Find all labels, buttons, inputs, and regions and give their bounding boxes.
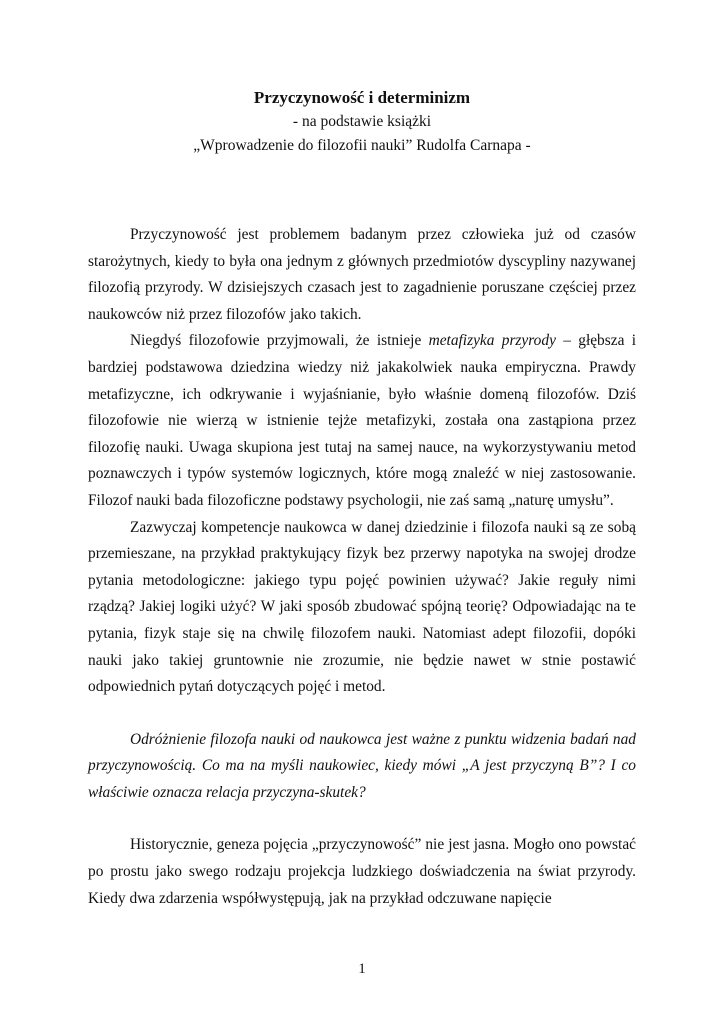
document-body — [88, 222, 636, 912]
paragraph-2-emphasis: metafizyka przyrody — [428, 332, 556, 350]
paragraph-2 — [88, 328, 636, 514]
document-subtitle-line-2: „Wprowadzenie do filozofii nauki” Rudolfa Carnapa - — [193, 137, 531, 154]
paragraph-spacer — [88, 701, 636, 727]
paragraph-5: Historycznie, geneza pojęcia „przyczynowość” nie jest jasna. Mogło ono powstać po prostu jako swego rodzaju projekcja ludzkiego doświadczenia na świat przyrody. Kiedy dwa zdarzenia współwystępują, jak na przykład odczuwane napięcie — [88, 836, 636, 907]
paragraph-4-italic: Odróżnienie filozofa nauki od naukowca jest ważne z punktu widzenia badań nad przyczynowością. Co ma na myśli naukowiec, kiedy mówi „A jest przyczyną B”? I co właściwie oznacza relacja przyczyna-skutek? — [88, 730, 636, 801]
paragraph-spacer — [88, 806, 636, 832]
paragraph-2-lead: Niegdyś filozofowie przyjmowali, że istnieje — [130, 332, 429, 350]
paragraph-1: Przyczynowość jest problemem badanym przez człowieka już od czasów starożytnych, kiedy to była ona jednym z głównych przedmiotów dyscypliny nazywanej filozofią przyrody. W dzisiejszych czasach jest to zagadnienie poruszane częściej przez naukowców niż przez filozofów jako takich. — [88, 226, 636, 323]
page-number: 1 — [358, 961, 366, 977]
document-subtitle-line-1: - na podstawie książki — [292, 113, 432, 130]
document-title: Przyczynowość i determinizm — [253, 88, 471, 107]
paragraph-3: Zazwyczaj kompetencje naukowca w danej dziedzinie i filozofa nauki są ze sobą przemieszane, na przykład praktykujący fizyk bez przerwy napotyka na swojej drodze pytania metodologiczne: jakiego typu pojęć powinien używać? Jakie reguły nimi rządzą? Jakiej logiki użyć? W jaki sposób zbudować spójną teorię? Odpowiadając na te pytania, fizyk staje się na chwilę filozofem nauki. Natomiast adept filozofii, dopóki nauki jako takiej gruntownie nie zrozumie, nie będzie nawet w stnie postawić odpowiednich pytań dotyczących pojęć i metod. — [88, 518, 636, 696]
document-header — [0, 86, 724, 158]
paragraph-2-rest: – głębsza i bardziej podstawowa dziedzina wiedzy niż jakakolwiek nauka empiryczna. Prawdy metafizyczne, ich odkrywanie i wyjaśnianie, było właśnie domeną filozofów. Dziś filozofowie nie wierzą w istnienie tejże metafizyki, została ona zastąpiona przez filozofię nauki. Uwaga skupiona jest tutaj na samej nauce, na wykorzystywaniu metod poznawczych i typów systemów logicznych, które mogą znaleźć w niej zastosowanie. Filozof nauki bada filozoficzne podstawy psychologii, nie zaś samą „naturę umysłu”. — [88, 332, 636, 509]
